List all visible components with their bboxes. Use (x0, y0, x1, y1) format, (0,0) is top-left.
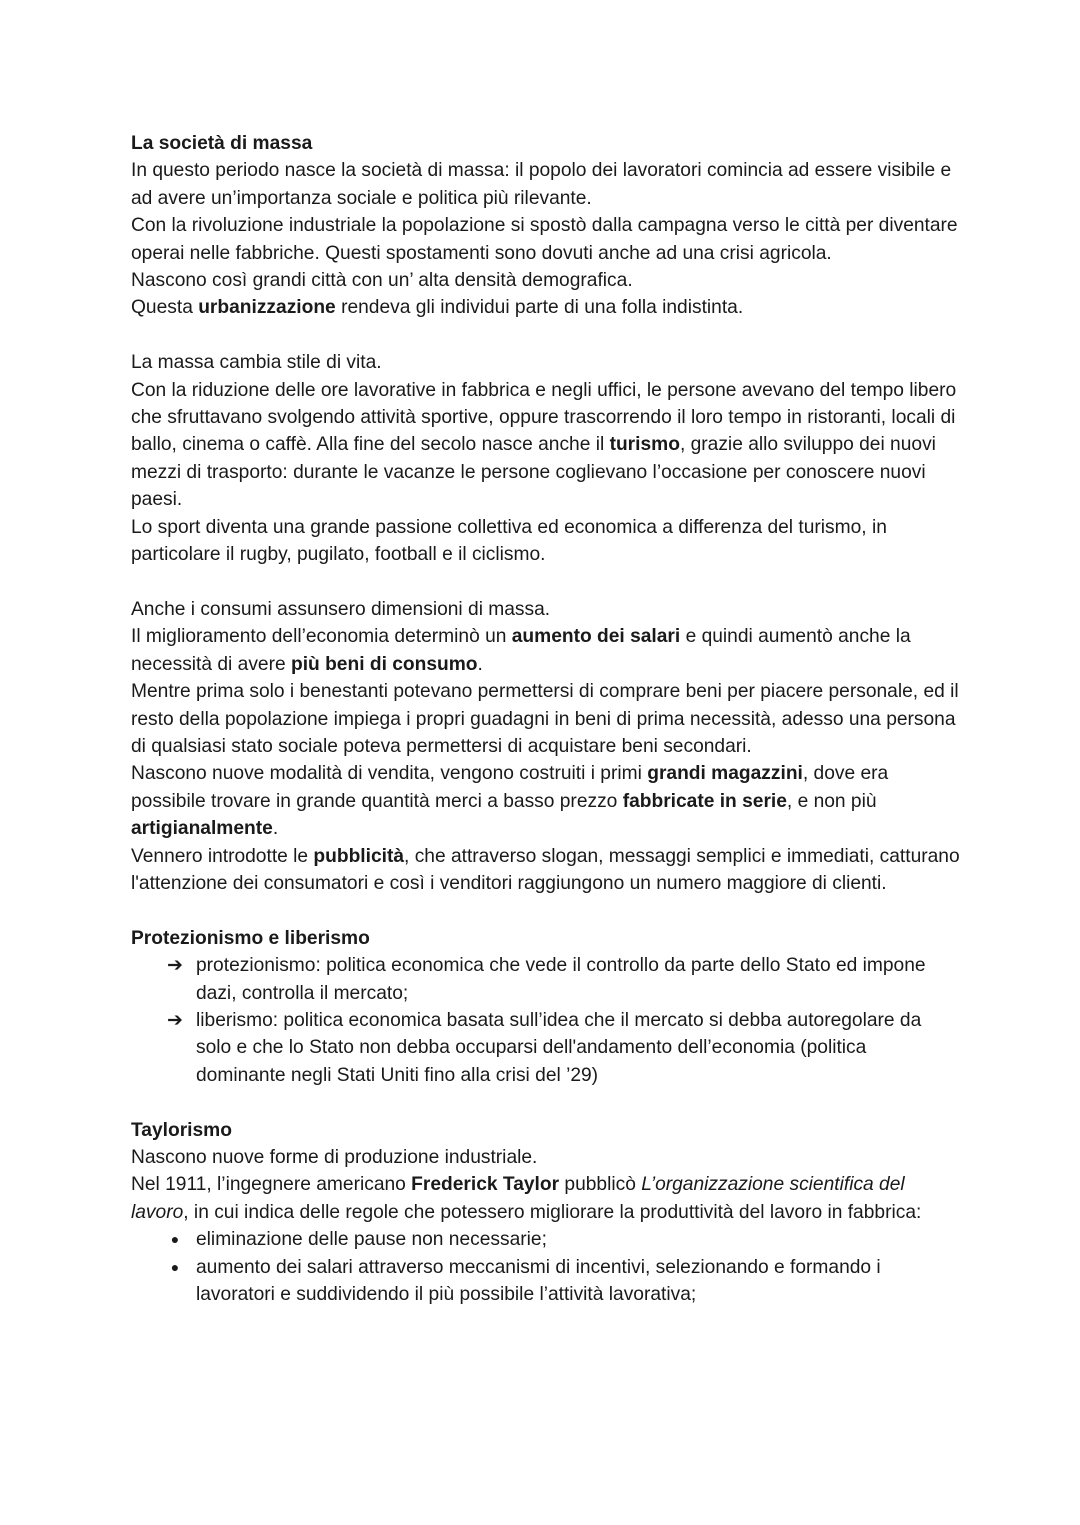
paragraph (131, 294, 960, 321)
bold-term: più beni di consumo (290, 653, 478, 675)
bold-term: pubblicità (313, 845, 405, 867)
bold-term: fabbricate in serie (622, 790, 787, 812)
paragraph (131, 843, 960, 898)
paragraph: In questo periodo nasce la società di massa: il popolo dei lavoratori comincia ad essere visibile e ad avere un’importanza sociale e politica più rilevante. (131, 160, 952, 209)
list-item (170, 1254, 960, 1309)
list-item (170, 1226, 960, 1253)
section-heading-societa: La società di massa (131, 133, 313, 154)
text: , e non più (786, 790, 877, 812)
text: Nel 1911, l’ingegnere americano (131, 1174, 412, 1196)
text: , dove era possibile trovare in grande quantità merci a basso prezzo (131, 763, 889, 812)
bold-term: Frederick Taylor (411, 1174, 560, 1196)
list-item (167, 952, 960, 1007)
paragraph: Nascono nuove forme di produzione industriale. (131, 1146, 538, 1168)
spacer (131, 568, 960, 595)
paragraph: Lo sport diventa una grande passione collettiva ed economica a differenza del turismo, in particolare il rugby, pugilato, football e il ciclismo. (131, 516, 887, 566)
paragraph: Nascono così grandi città con un’ alta densità demografica. (131, 270, 633, 292)
list-item-text: eliminazione delle pause non necessarie; (196, 1229, 547, 1251)
bold-term: urbanizzazione (198, 297, 336, 319)
text: rendeva gli individui parte di una folla indistinta. (335, 297, 744, 319)
spacer (131, 897, 960, 924)
paragraph: Con la rivoluzione industriale la popolazione si spostò dalla campagna verso le città per diventare operai nelle fabbriche. Questi spostamenti sono dovuti anche ad una crisi agricola. (131, 215, 958, 264)
text: Con la riduzione delle ore lavorative in fabbrica e negli uffici, le persone avevano del tempo libero che sfruttavano svolgendo attività sportive, oppure trascorrendo il loro tempo in ristoranti, locali di ballo, cinema o caffè. Alla fine del secolo nasce anche il (131, 379, 957, 456)
paragraph: La massa cambia stile di vita. (131, 352, 382, 374)
text: , che attraverso slogan, messaggi semplici e immediati, catturano l'attenzione dei consumatori e così i venditori raggiungono un numero maggiore di clienti. (131, 845, 960, 894)
arrow-right-icon: ➔ (167, 955, 183, 977)
paragraph: Anche i consumi assunsero dimensioni di massa. (131, 598, 551, 620)
text: . (272, 818, 279, 840)
spacer (131, 1089, 960, 1116)
paragraph: Mentre prima solo i benestanti potevano permettersi di comprare beni per piacere personale, ed il resto della popolazione impiega i propri guadagni in beni di prima necessità, adesso una persona di qualsiasi stato sociale poteva permettersi di acquistare beni secondari. (131, 681, 959, 757)
bullet-icon: ● (170, 1231, 180, 1248)
bold-term: turismo (609, 434, 680, 456)
spacer (131, 322, 960, 349)
text: Questa (131, 297, 199, 319)
arrow-list (131, 952, 960, 1089)
arrow-right-icon: ➔ (167, 1009, 183, 1031)
text: Nascono nuove modalità di vendita, vengono costruiti i primi (131, 763, 648, 785)
list-item-text: aumento dei salari attraverso meccanismi di incentivi, selezionando e formando i lavoratori e suddividendo il più possibile l’attività lavorativa; (196, 1256, 881, 1305)
bullet-list (131, 1226, 960, 1308)
section-heading-taylorismo: Taylorismo (131, 1119, 232, 1141)
bold-term: artigianalmente (131, 818, 273, 840)
paragraph (131, 623, 960, 678)
bold-term: grandi magazzini (647, 763, 803, 785)
text: Il miglioramento dell’economia determinò un (131, 626, 512, 648)
paragraph (131, 1171, 960, 1226)
paragraph (131, 760, 960, 842)
section-heading-protezionismo: Protezionismo e liberismo (131, 927, 370, 949)
list-item (167, 1007, 960, 1089)
list-item-text: liberismo: politica economica basata sull’idea che il mercato si debba autoregolare da solo e che lo Stato non debba occuparsi dell'andamento dell’economia (politica dominante negli Stati Uniti fino alla crisi del ’29) (196, 1009, 922, 1086)
text: , in cui indica delle regole che potessero migliorare la produttività del lavoro in fabbrica: (183, 1201, 922, 1223)
text: Vennero introdotte le (131, 845, 314, 867)
list-item-text: protezionismo: politica economica che vede il controllo da parte dello Stato ed impone dazi, controlla il mercato; (196, 955, 926, 1004)
text: e quindi aumentò anche la necessità di avere (131, 626, 911, 675)
bold-term: aumento dei salari (511, 626, 681, 648)
bullet-icon: ● (170, 1258, 180, 1275)
paragraph (131, 377, 960, 514)
text: , grazie allo sviluppo dei nuovi mezzi di trasporto: durante le vacanze le persone coglievano l’occasione per conoscere nuovi paesi. (131, 434, 936, 511)
text: pubblicò (559, 1174, 642, 1196)
book-title: L’organizzazione scientifica del lavoro (131, 1174, 905, 1223)
text: . (477, 653, 483, 675)
